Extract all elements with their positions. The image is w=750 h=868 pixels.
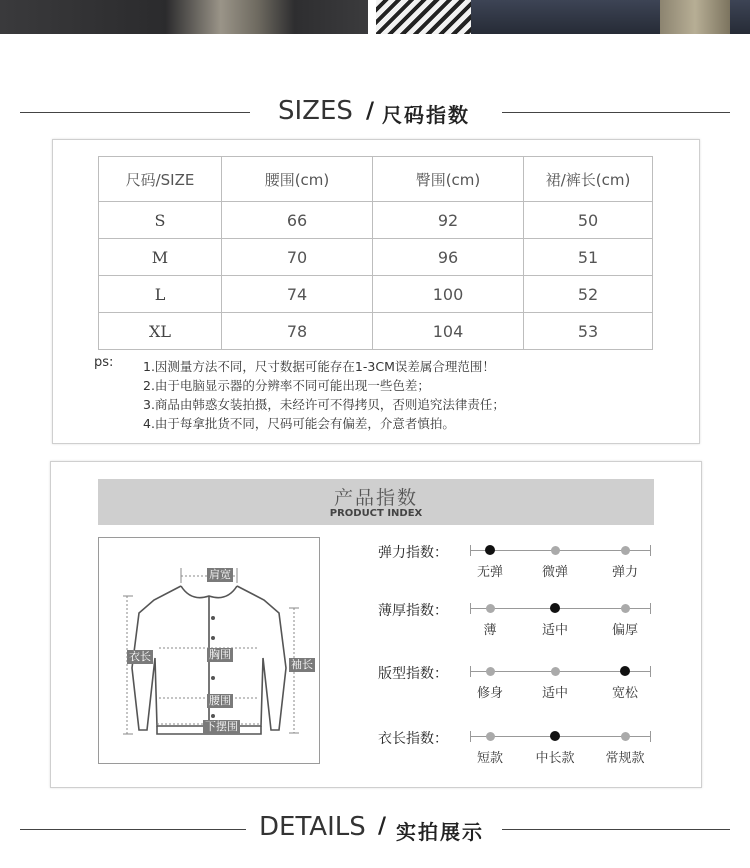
striped-fabric	[376, 0, 471, 34]
selected-dot	[550, 603, 560, 613]
scale-dot	[486, 667, 495, 676]
waist-cell: 66	[222, 202, 373, 239]
selected-dot	[550, 731, 560, 741]
index-option-label: 中长款	[535, 751, 575, 766]
size-table-header-row	[99, 157, 653, 202]
hip-cell: 100	[373, 276, 524, 313]
product-index-banner	[98, 479, 654, 525]
waist-cell: 78	[222, 313, 373, 350]
sizes-title-en: SIZES	[278, 96, 353, 126]
table-row	[99, 239, 653, 276]
index-option-label: 弹力	[611, 565, 638, 580]
size-cell: L	[99, 276, 222, 313]
index-label: 薄厚指数：	[378, 603, 448, 619]
index-option-label: 微弹	[541, 565, 568, 580]
chest-tag: 胸围	[209, 648, 231, 661]
index-option-label: 适中	[541, 686, 568, 701]
scale-end-tick	[650, 603, 651, 614]
hip-cell: 104	[373, 313, 524, 350]
scale-dot	[551, 546, 560, 555]
header-hip: 臀围(cm)	[373, 157, 524, 202]
index-scale	[470, 543, 651, 557]
product-index-title-en: PRODUCT INDEX	[329, 508, 423, 519]
note-1: 1.因测量方法不同，尺寸数据可能存在1-3CM误差属合理范围！	[143, 359, 495, 374]
length-cell: 50	[524, 202, 653, 239]
index-scale	[470, 729, 651, 743]
index-scale	[470, 664, 651, 678]
note-4: 4.由于每拿批货不同，尺码可能会有偏差，介意者慎拍。	[143, 416, 455, 431]
header-rule-right	[502, 112, 730, 113]
size-cell: M	[99, 239, 222, 276]
garment-diagram	[98, 537, 320, 764]
waist-tag: 腰围	[209, 694, 231, 707]
details-title-en: DETAILS	[259, 812, 366, 842]
sleeve-tag: 袖长	[291, 658, 313, 671]
header-length: 裙/裤长(cm)	[524, 157, 653, 202]
sizes-section-header	[0, 97, 750, 127]
index-option-label: 短款	[476, 751, 503, 766]
length-cell: 52	[524, 276, 653, 313]
index-option-label: 常规款	[605, 751, 645, 766]
hip-cell: 96	[373, 239, 524, 276]
product-index-title-zh: 产品指数	[333, 487, 418, 509]
top-photo-right	[376, 0, 750, 34]
index-label: 弹力指数：	[378, 545, 448, 561]
size-table	[98, 156, 653, 350]
header-waist: 腰围(cm)	[222, 157, 373, 202]
waist-cell: 70	[222, 239, 373, 276]
table-row	[99, 202, 653, 239]
scale-end-tick	[650, 731, 651, 742]
details-title-slash: /	[378, 814, 387, 839]
size-cell: S	[99, 202, 222, 239]
scale-end-tick	[470, 545, 471, 556]
index-label: 版型指数：	[378, 666, 448, 682]
waist-cell: 74	[222, 276, 373, 313]
index-option-label: 宽松	[611, 686, 638, 701]
header-rule-right	[502, 829, 730, 830]
scale-end-tick	[650, 545, 651, 556]
scale-dot	[551, 667, 560, 676]
details-section-header	[0, 814, 750, 844]
scale-end-tick	[650, 666, 651, 677]
length-cell: 53	[524, 313, 653, 350]
shoulder-width-tag: 肩宽	[209, 568, 231, 581]
scale-dot	[621, 604, 630, 613]
notes-ps-label: ps:	[94, 355, 114, 370]
header-rule-left	[20, 829, 246, 830]
scale-end-tick	[470, 731, 471, 742]
scale-end-tick	[470, 603, 471, 614]
length-tag: 衣长	[129, 650, 151, 663]
selected-dot	[485, 545, 495, 555]
scale-dot	[486, 732, 495, 741]
scale-end-tick	[470, 666, 471, 677]
index-option-label: 修身	[476, 686, 503, 701]
table-row	[99, 276, 653, 313]
index-option-label: 适中	[541, 623, 568, 638]
bag-image	[660, 0, 730, 34]
table-row	[99, 313, 653, 350]
scale-dot	[621, 546, 630, 555]
index-scale	[470, 601, 651, 615]
top-photo-left	[0, 0, 368, 34]
length-cell: 51	[524, 239, 653, 276]
index-label: 衣长指数：	[378, 731, 448, 747]
sizes-title-zh: 尺码指数	[382, 103, 470, 127]
hip-cell: 92	[373, 202, 524, 239]
note-3: 3.商品由韩惑女装拍摄，未经许可不得拷贝，否则追究法律责任；	[143, 397, 505, 412]
index-option-label: 偏厚	[611, 623, 638, 638]
header-size: 尺码/SIZE	[99, 157, 222, 202]
details-title-zh: 实拍展示	[396, 820, 484, 844]
index-option-label: 薄	[483, 623, 497, 638]
index-option-label: 无弹	[476, 565, 503, 580]
scale-dot	[486, 604, 495, 613]
scale-dot	[621, 732, 630, 741]
selected-dot	[620, 666, 630, 676]
sizes-title-slash: /	[366, 99, 375, 124]
hem-tag: 下摆围	[205, 720, 238, 733]
note-2: 2.由于电脑显示器的分辨率不同可能出现一些色差；	[143, 378, 430, 393]
size-cell: XL	[99, 313, 222, 350]
header-rule-left	[20, 112, 250, 113]
